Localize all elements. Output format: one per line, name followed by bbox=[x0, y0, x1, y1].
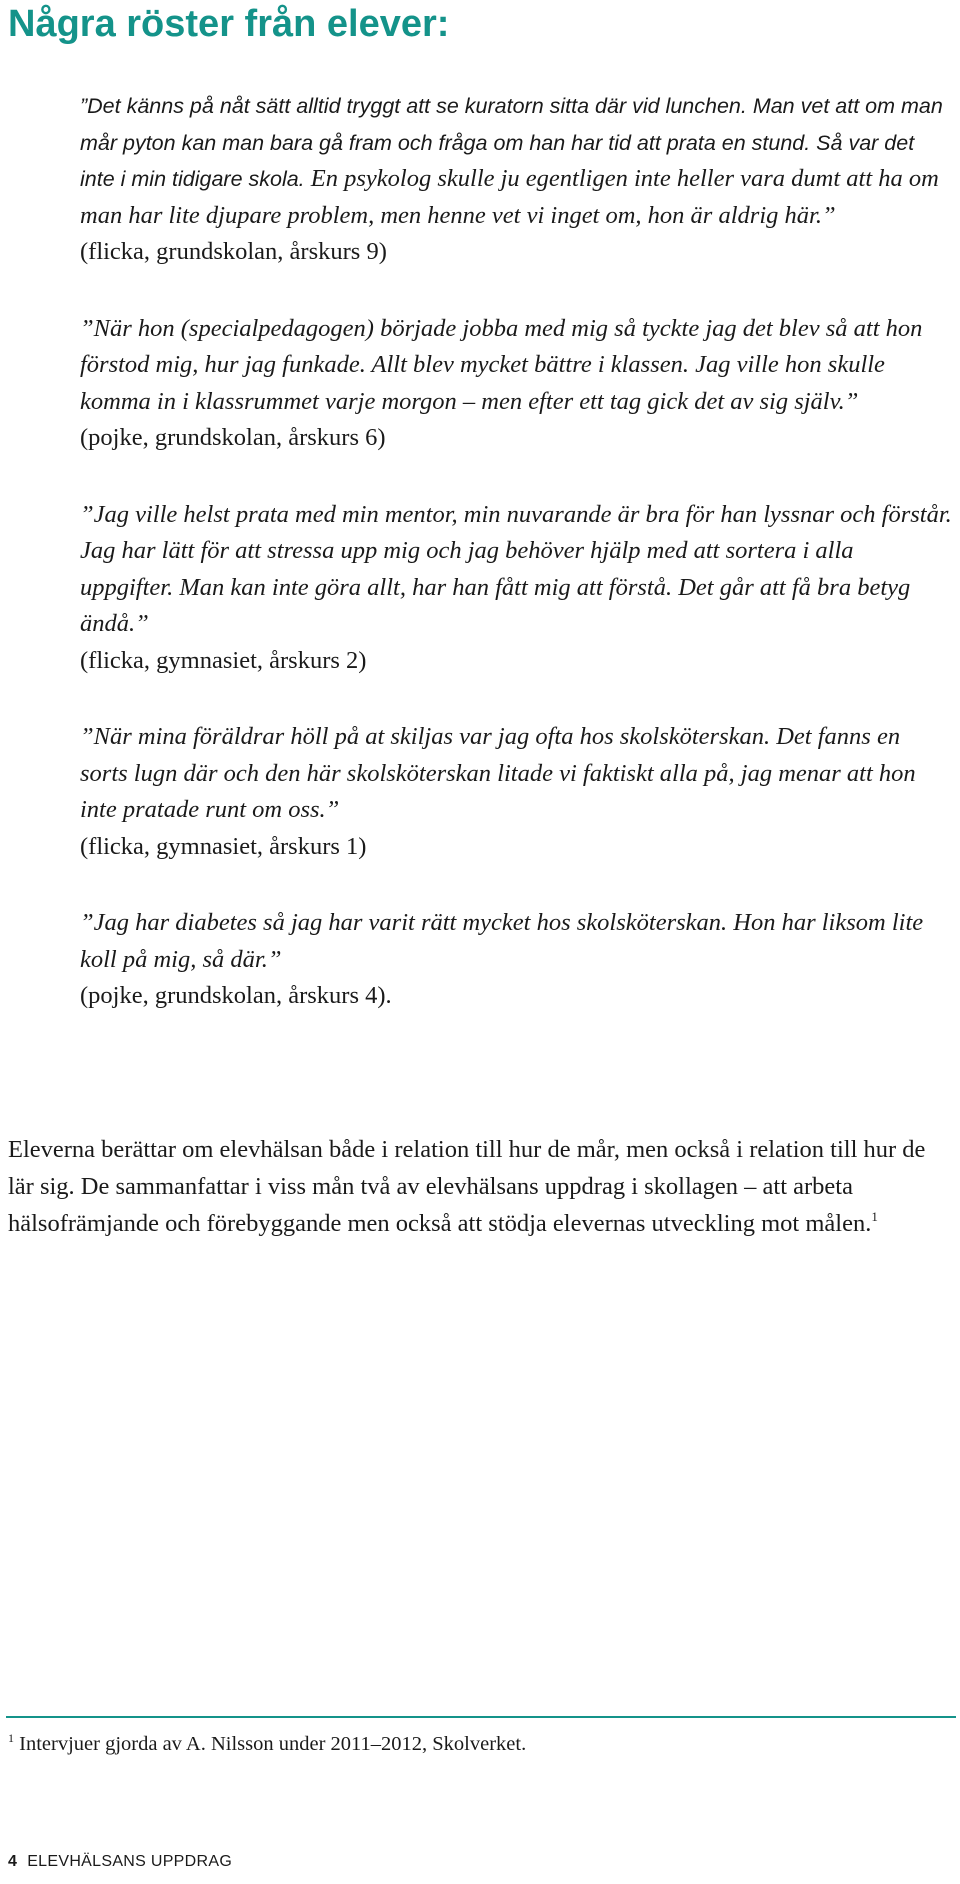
student-quotes bbox=[80, 88, 952, 1055]
quote-block bbox=[80, 311, 952, 457]
footnote bbox=[8, 1730, 526, 1758]
quote-text-serif-part: En psykolog skulle ju egentligen inte heller vara dumt att ha om man har lite djupare problem, men henne vet vi inget om, hon är aldrig här.” bbox=[80, 165, 939, 229]
quote-text bbox=[80, 88, 952, 234]
quote-text: ”Jag har diabetes så jag har varit rätt mycket hos skolsköterskan. Hon har liksom lite koll på mig, så där.” bbox=[80, 909, 924, 973]
page-number: 4 bbox=[8, 1853, 18, 1870]
footnote-divider bbox=[6, 1716, 956, 1718]
footnote-text: Intervjuer gjorda av A. Nilsson under 2011–2012, Skolverket. bbox=[14, 1733, 527, 1755]
body-paragraph-text: Eleverna berättar om elevhälsan både i relation till hur de mår, men också i relation till hur de lär sig. De sammanfattar i viss mån två av elevhälsans uppdrag i skollagen – att arbeta hälsofrämjande och förebyggande men också att stödja elevernas utveckling mot målen. bbox=[8, 1136, 926, 1237]
quote-text: ”När hon (specialpedagogen) började jobba med mig så tyckte jag det blev så att hon förstod mig, hur jag funkade. Allt blev mycket bättre i klassen. Jag ville hon skulle komma in i klassrummet varje morgon – men efter ett tag gick det av sig själv.” bbox=[80, 314, 923, 415]
body-paragraph bbox=[8, 1131, 956, 1242]
quote-block bbox=[80, 719, 952, 865]
footnote-reference[interactable]: 1 bbox=[871, 1209, 878, 1224]
quote-block bbox=[80, 88, 952, 271]
quote-block bbox=[80, 905, 952, 1015]
quote-source: (pojke, grundskolan, årskurs 6) bbox=[80, 424, 386, 451]
quote-source: (flicka, gymnasiet, årskurs 1) bbox=[80, 832, 367, 860]
page-heading: Några röster från elever: bbox=[8, 3, 450, 45]
quote-source: (flicka, grundskolan, årskurs 9) bbox=[80, 238, 387, 265]
quote-source: (flicka, gymnasiet, årskurs 2) bbox=[80, 646, 367, 674]
quote-text: ”Jag ville helst prata med min mentor, min nuvarande är bra för han lyssnar och förstår. Jag har lätt för att stressa upp mig och jag behöver hjälp med att sortera i alla uppgifter. Man kan inte göra allt, har han fått mig att förstå. Det går att få bra betyg ändå.” bbox=[80, 500, 952, 637]
quote-source: (pojke, grundskolan, årskurs 4). bbox=[80, 982, 392, 1009]
quote-text-sans-part: ”Det känns på nåt sätt alltid tryggt att se kuratorn sitta där vid lunchen. Man vet att om man mår pyton kan man bara gå fram och fråga om han har tid att prata en stund. Så var det inte i min tidigare skola. bbox=[80, 94, 943, 191]
page-footer bbox=[8, 1852, 232, 1872]
quote-text: ”När mina föräldrar höll på at skiljas var jag ofta hos skolsköterskan. Det fanns en sorts lugn där och den här skolsköterskan litade vi faktiskt alla på, jag menar att hon inte pratade runt om oss.” bbox=[80, 723, 916, 823]
footnote-number: 1 bbox=[8, 1731, 14, 1745]
quote-block bbox=[80, 497, 952, 680]
running-section-title: ELEVHÄLSANS UPPDRAG bbox=[27, 1853, 233, 1870]
